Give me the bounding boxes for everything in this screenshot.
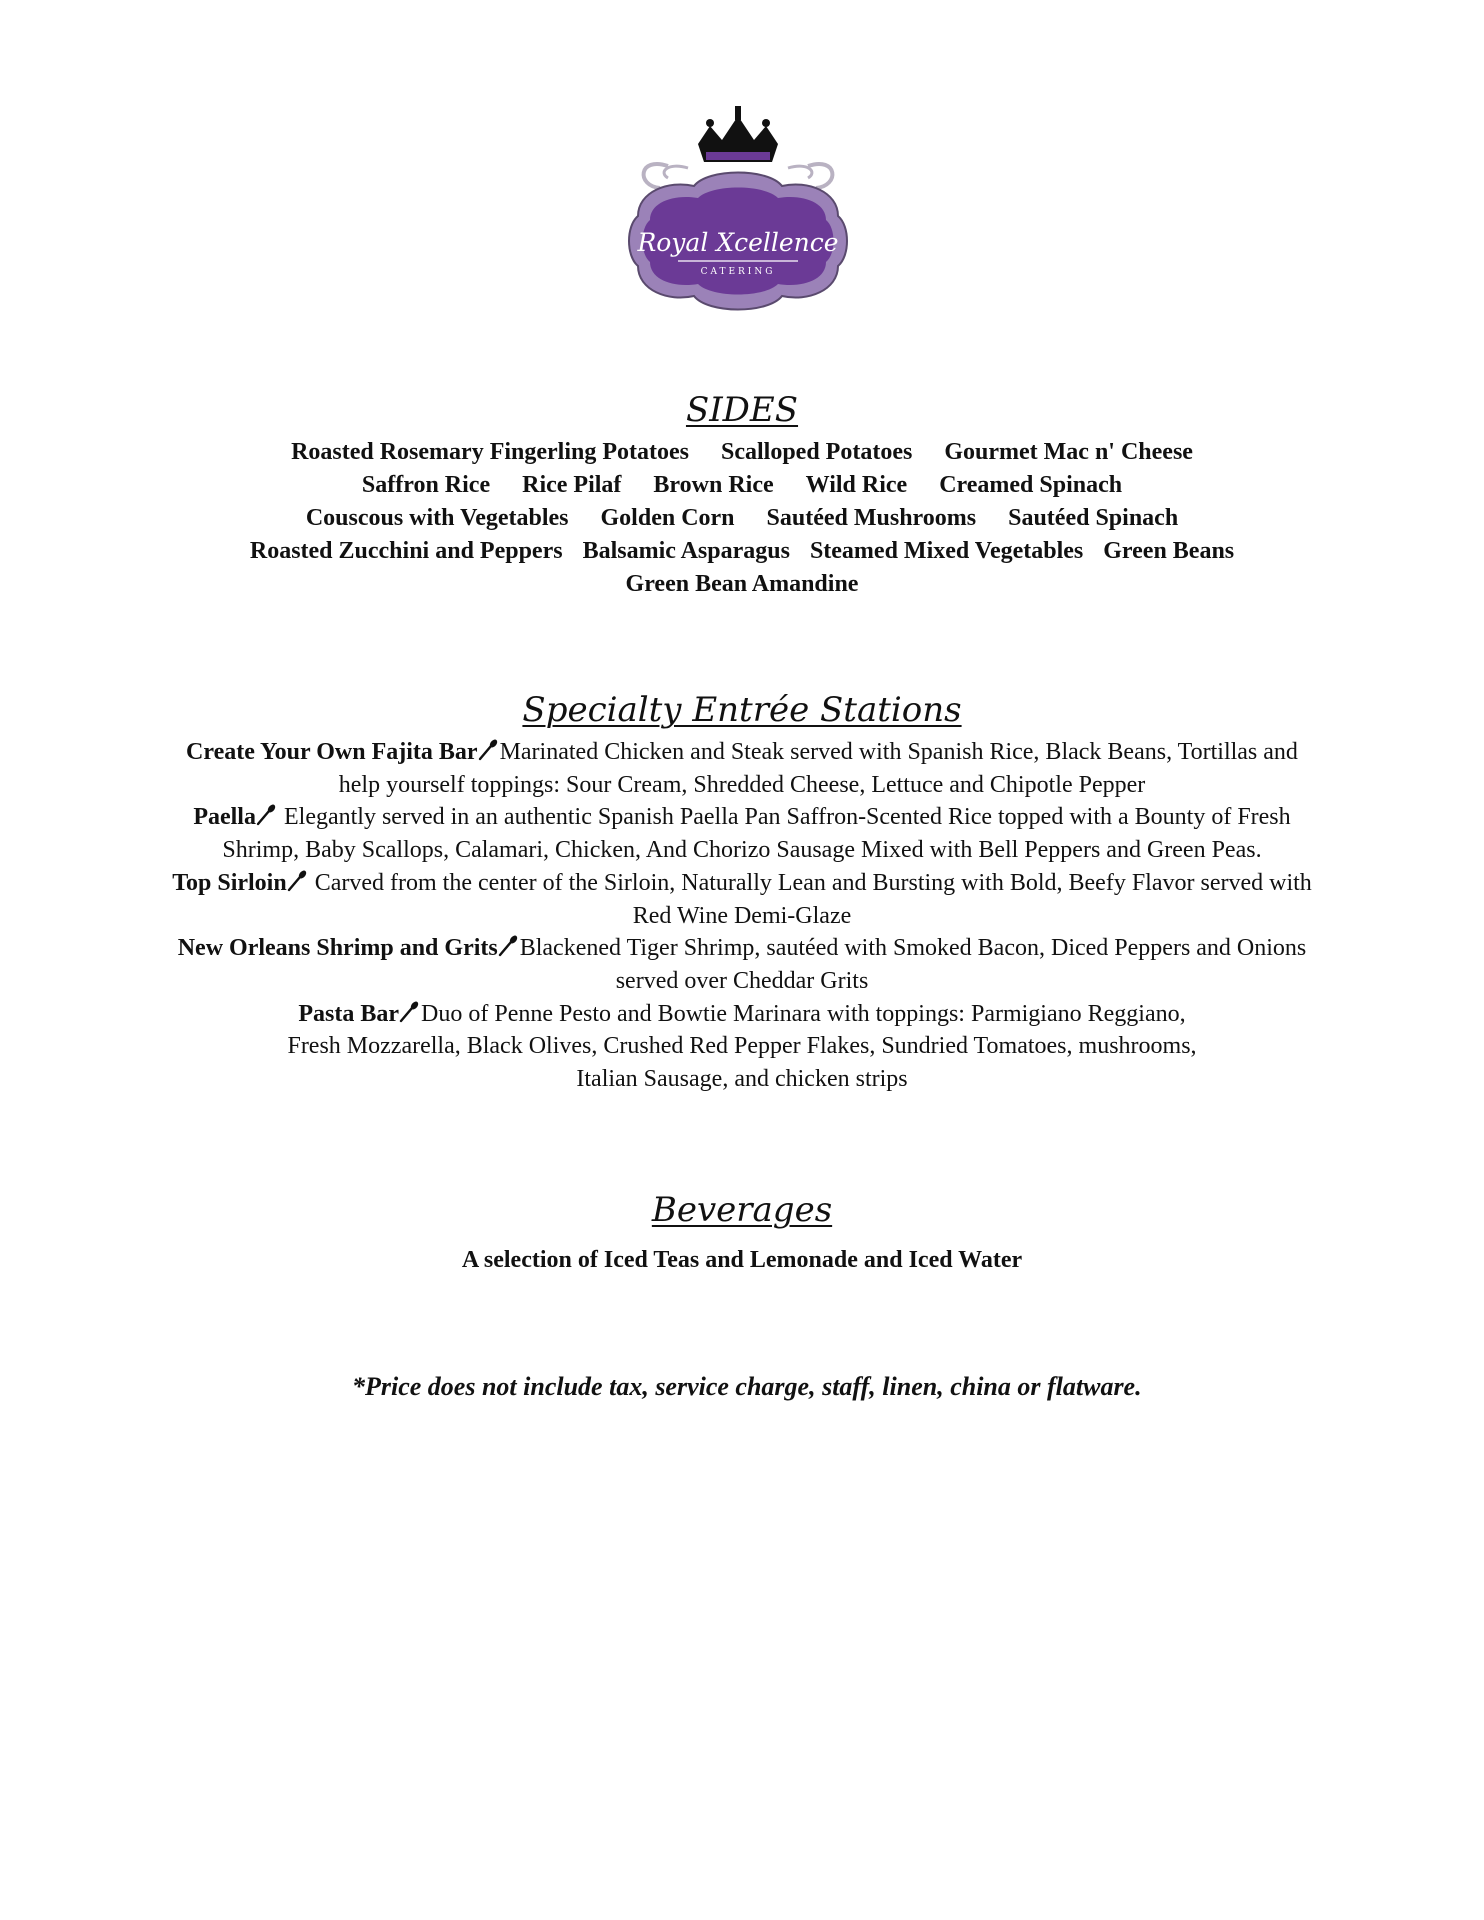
beverages-title: Beverages — [651, 1190, 833, 1230]
side-item: Green Bean Amandine — [625, 571, 859, 597]
price-note: *Price does not include tax, service charge, staff, linen, china or flatware. — [352, 1372, 1142, 1401]
side-item: Sautéed Spinach — [1008, 505, 1179, 531]
sides-row — [150, 535, 1334, 568]
side-item: Brown Rice — [653, 472, 774, 498]
station-name: Paella — [193, 804, 256, 831]
crown-icon — [698, 106, 778, 162]
station-name: Create Your Own Fajita Bar — [186, 739, 478, 765]
side-item: Balsamic Asparagus — [582, 538, 790, 564]
stations-list — [170, 736, 1314, 1096]
station-name: Top Sirloin — [172, 869, 287, 896]
stations-title: Specialty Entrée Stations — [522, 690, 962, 730]
sides-row — [150, 502, 1334, 535]
side-item: Rice Pilaf — [522, 472, 622, 498]
company-logo — [598, 106, 878, 326]
station-shrimp-and-grits — [170, 932, 1314, 997]
side-item: Green Beans — [1103, 538, 1235, 564]
side-item: Sautéed Mushrooms — [766, 505, 977, 531]
side-item: Steamed Mixed Vegetables — [809, 538, 1084, 564]
beverages-text: A selection of Iced Teas and Lemonade and Iced Water — [461, 1247, 1023, 1273]
station-top-sirloin — [170, 867, 1314, 932]
utensil-icon — [478, 739, 498, 761]
sides-list — [150, 436, 1334, 601]
side-item: Wild Rice — [805, 472, 908, 498]
utensil-icon — [498, 935, 518, 957]
sides-row — [150, 436, 1334, 469]
side-item: Creamed Spinach — [939, 472, 1123, 498]
station-description: Carved from the center of the Sirloin, Naturally Lean and Bursting with Bold, Beefy Flavor served with Red Wine Demi-Glaze — [308, 869, 1312, 929]
utensil-icon — [256, 804, 276, 826]
station-name: New Orleans Shrimp and Grits — [177, 935, 498, 962]
station-description-line: Fresh Mozzarella, Black Olives, Crushed Red Pepper Flakes, Sundried Tomatoes, mushrooms, — [287, 1033, 1197, 1060]
station-pasta-bar — [170, 998, 1314, 1096]
station-description-line: Duo of Penne Pesto and Bowtie Marinara with toppings: Parmigiano Reggiano, — [421, 1000, 1186, 1027]
side-item: Gourmet Mac n' Cheese — [944, 439, 1193, 465]
sides-row — [150, 568, 1334, 601]
utensil-icon — [287, 870, 307, 892]
side-item: Couscous with Vegetables — [305, 505, 569, 531]
utensil-icon — [399, 1001, 419, 1023]
station-name: Pasta Bar — [298, 1000, 400, 1027]
station-paella — [170, 801, 1314, 866]
side-item: Roasted Zucchini and Peppers — [249, 538, 563, 564]
station-description-line: Italian Sausage, and chicken strips — [576, 1066, 908, 1093]
side-item: Roasted Rosemary Fingerling Potatoes — [291, 439, 689, 465]
logo-graphic — [598, 106, 878, 326]
sides-row — [150, 469, 1334, 502]
station-description: Marinated Chicken and Steak served with Spanish Rice, Black Beans, Tortillas and help yourself toppings: Sour Cream, Shredded Cheese, Lettuce and Chipotle Pepper — [338, 739, 1298, 798]
side-item: Golden Corn — [600, 505, 735, 531]
station-description: Elegantly served in an authentic Spanish Paella Pan Saffron-Scented Rice topped with a Bounty of Fresh Shrimp, Baby Scallops, Calamari, Chicken, And Chorizo Sausage Mixed with Bell Peppers and Green Peas. — [222, 804, 1291, 864]
side-item: Scalloped Potatoes — [721, 439, 913, 465]
sides-title: SIDES — [685, 390, 799, 430]
station-fajita-bar — [170, 736, 1314, 801]
logo-tagline: CATERING — [700, 267, 776, 277]
side-item: Saffron Rice — [361, 472, 491, 498]
logo-name: Royal Xcellence — [637, 228, 839, 257]
station-description: Blackened Tiger Shrimp, sautéed with Smoked Bacon, Diced Peppers and Onions served over Cheddar Grits — [519, 935, 1307, 994]
